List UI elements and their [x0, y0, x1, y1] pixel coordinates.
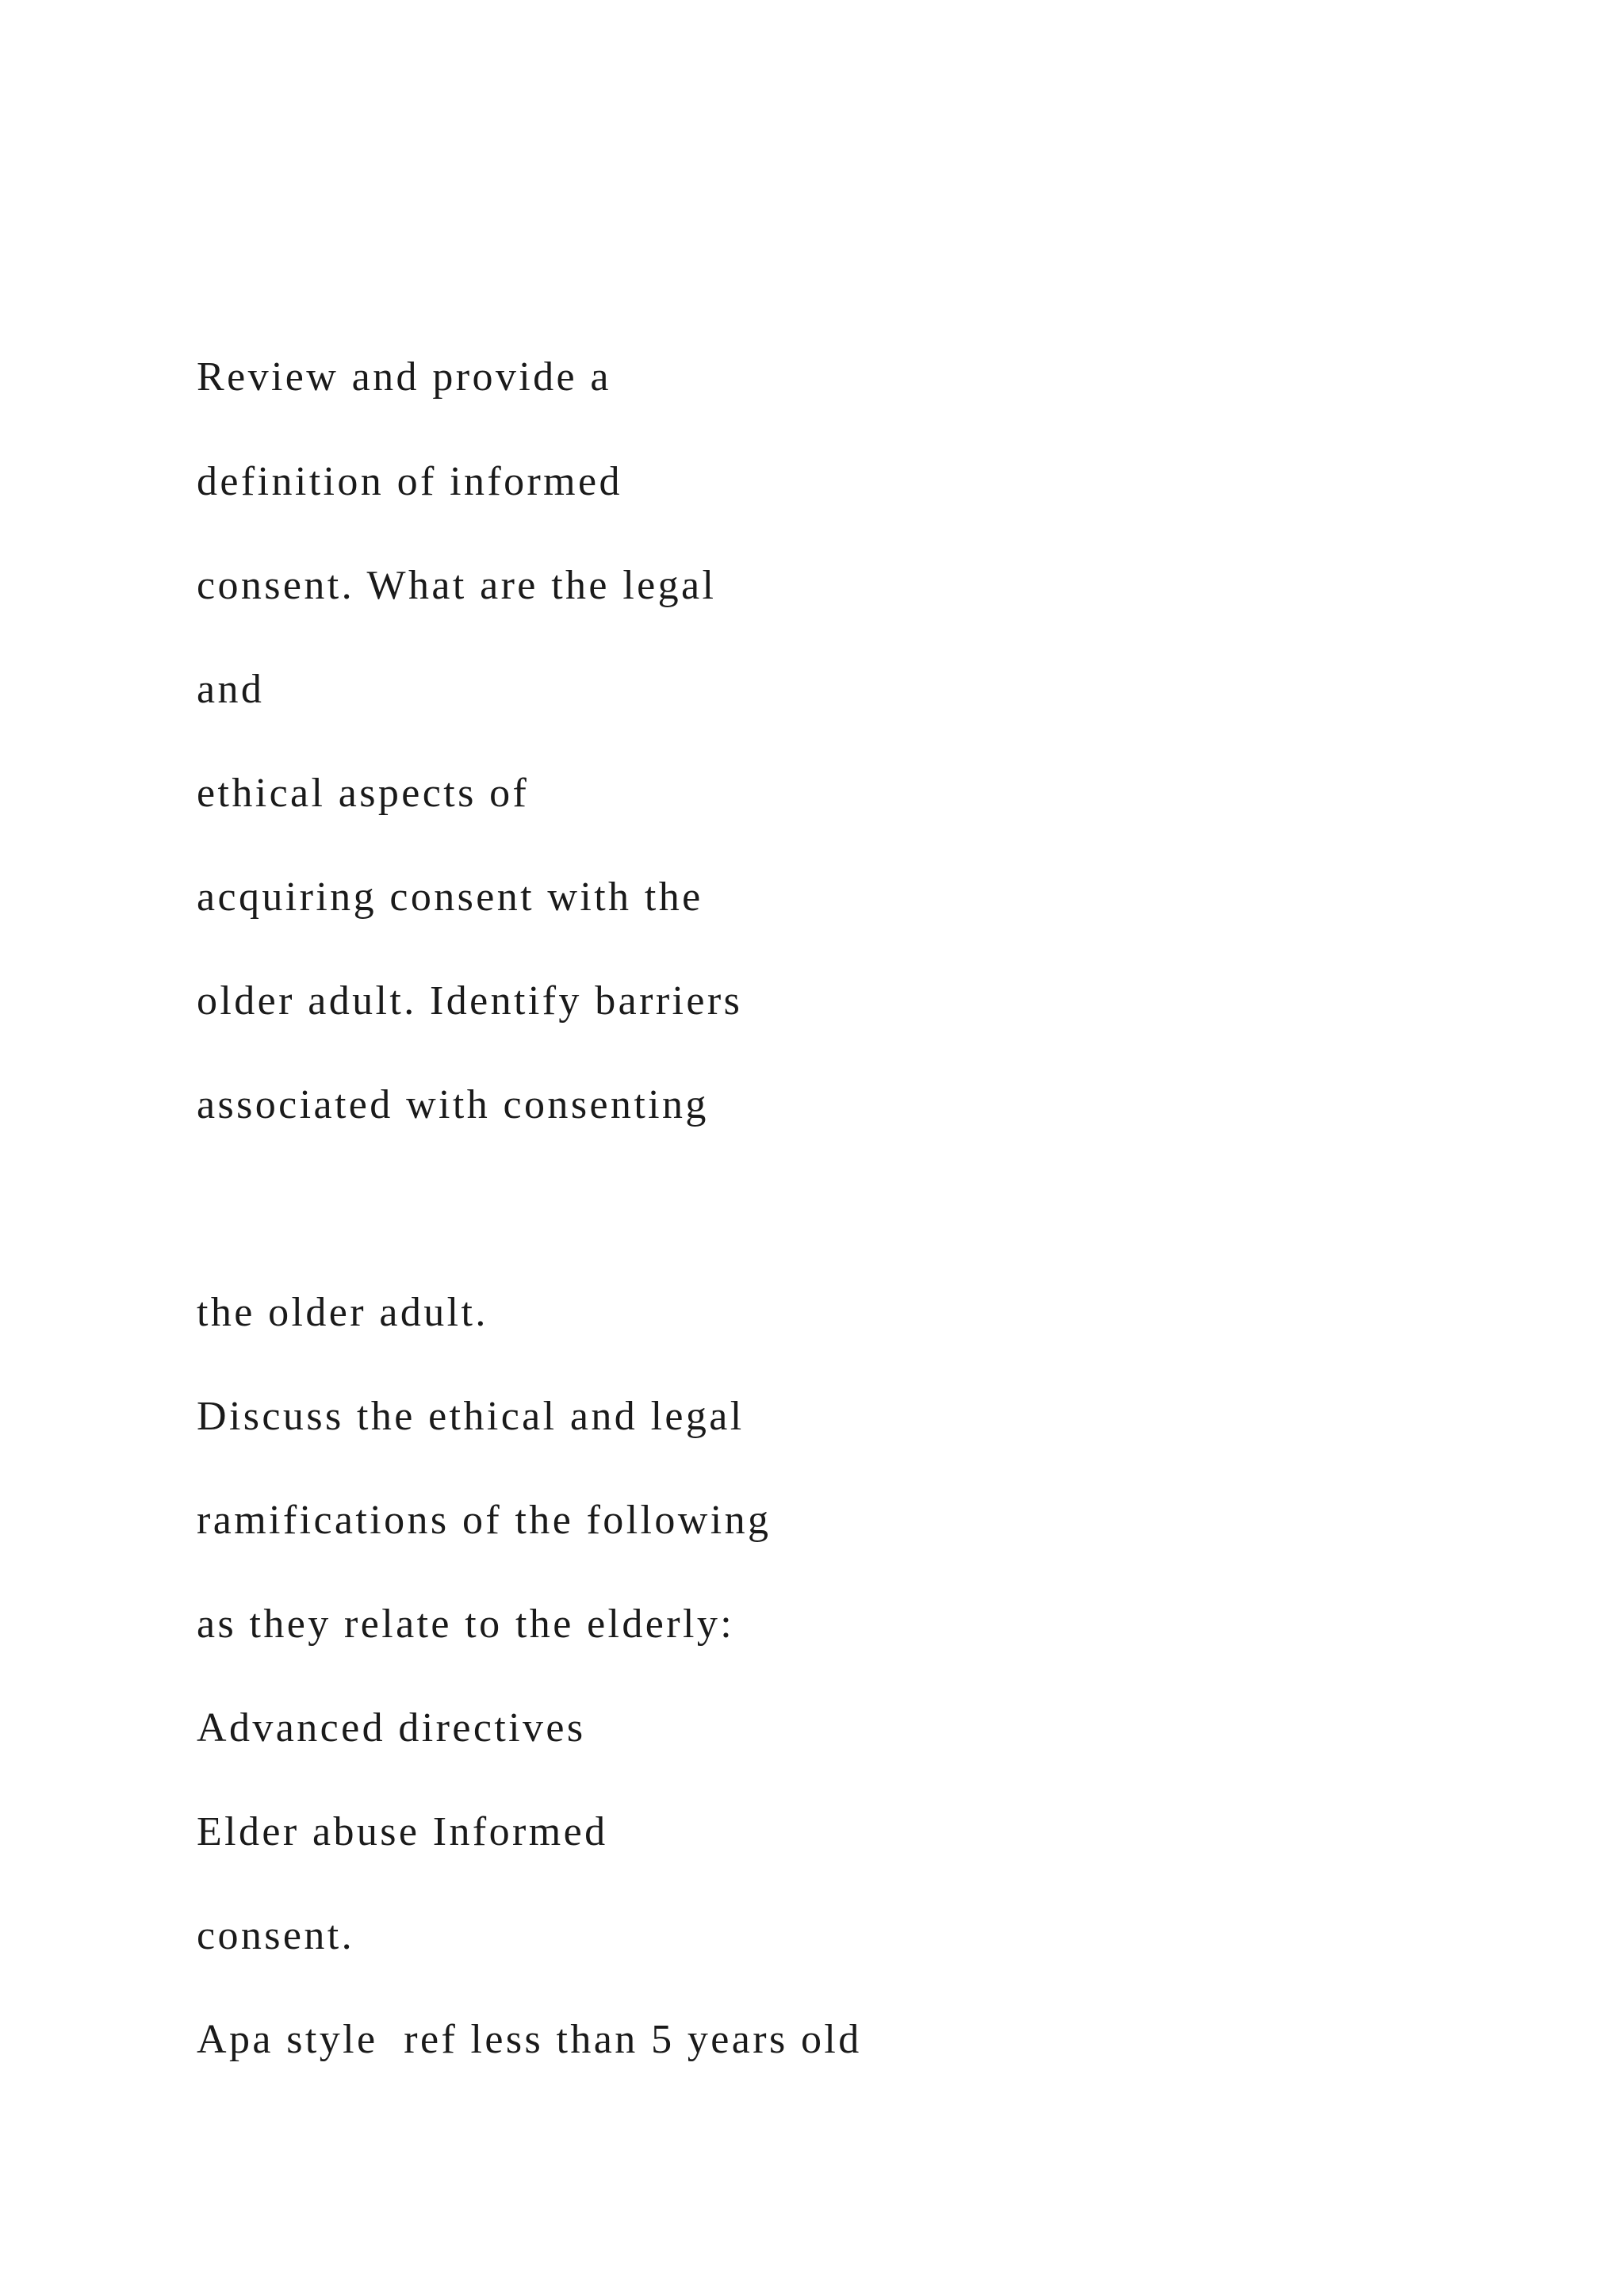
text-line: Elder abuse Informed [197, 1809, 608, 1854]
text-line: acquiring consent with the [197, 874, 703, 920]
text-line: associated with consenting [197, 1082, 709, 1127]
text-line: consent. [197, 1913, 355, 1958]
text-line: Discuss the ethical and legal [197, 1394, 745, 1439]
text-line: and [197, 667, 265, 712]
text-line: ethical aspects of [197, 771, 530, 816]
text-line: the older adult. [197, 1290, 488, 1335]
text-line: older adult. Identify barriers [197, 978, 743, 1024]
text-line: definition of informed [197, 459, 622, 504]
text-line: consent. What are the legal [197, 563, 717, 608]
text-line: Review and provide a [197, 354, 611, 400]
text-line: ramifications of the following [197, 1498, 772, 1543]
text-line: Advanced directives [197, 1705, 586, 1751]
text-line: as they relate to the elderly: [197, 1601, 735, 1647]
text-line: Apa style ref less than 5 years old [197, 2017, 862, 2062]
